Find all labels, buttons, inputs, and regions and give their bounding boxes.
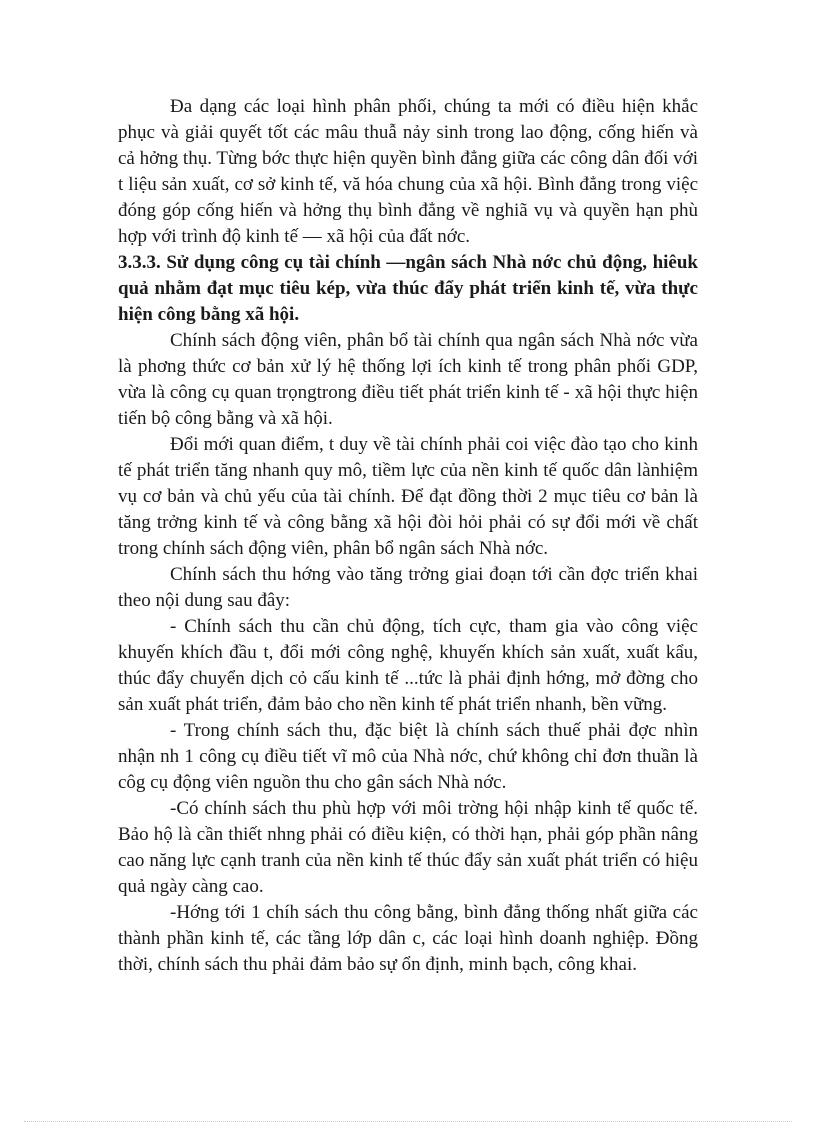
paragraph-tax-policy: - Trong chính sách thu, đặc biệt là chính sách thuế phải đợc nhìn nhận nh 1 công cụ điều tiết vĩ mô của Nhà nớc, chứ không chỉ đơn thuần là côg cụ động viên nguồn thu cho gân sách Nhà nớc. [118,720,698,793]
paragraph-fair-revenue: -Hớng tới 1 chíh sách thu công bằng, bình đẳng thống nhất giữa các thành phần kinh tế, các tầng lớp dân c, các loại hình doanh nghiệp. Đồng thời, chính sách thu phải đảm bảo sự ổn định, minh bạch, công khai. [118,902,698,975]
document-page [118,94,698,978]
paragraph-distribution-forms: Đa dạng các loại hình phân phối, chúng ta mới có điều hiện khắc phục và giải quyết tốt các mâu thuẫ nảy sinh trong lao động, cống hiến và cả hởng thụ. Từng bớc thực hiện quyền bình đẳng giữa các công dân đối với t liệu sản xuất, cơ sở kinh tế, vă hóa chung của xã hội. Bình đẳng trong việc đóng góp cống hiến và hởng thụ bình đẳng về nghiã vụ và quyền hạn phù hợp với trình độ kinh tế — xã hội của đất nớc. [118,96,698,247]
paragraph-revenue-policy-intro: Chính sách thu hớng vào tăng trởng giai đoạn tới cần đợc triển khai theo nội dung sau đây: [118,564,698,611]
paragraph-budget-policy: Chính sách động viên, phân bổ tài chính qua ngân sách Nhà nớc vừa là phơng thức cơ bản xử lý hệ thống lợi ích kinh tế trong phân phối GDP, vừa là công cụ quan trọngtrong điều tiết phát triển kinh tế - xã hội thực hiện tiến bộ công bằng và xã hội. [118,330,698,429]
page-bottom-divider [24,1121,792,1122]
paragraph-integration-policy: -Có chính sách thu phù hợp với môi trờng hội nhập kinh tế quốc tế. Bảo hộ là cần thiết nhng phải có điều kiện, có thời hạn, phải góp phần nâng cao năng lực cạnh tranh của nền kinh tế thúc đẩy sản xuất phát triển có hiệu quả ngày càng cao. [118,798,698,897]
section-heading-3-3-3: 3.3.3. Sử dụng công cụ tài chính —ngân sách Nhà nớc chủ động, hiêuk quả nhằm đạt mục tiêu kép, vừa thúc đẩy phát triển kinh tế, vừa thực hiện công bằng xã hội. [118,252,698,325]
paragraph-revenue-active: - Chính sách thu cần chủ động, tích cực, tham gia vào công việc khuyến khích đầu t, đổi mới công nghệ, khuyến khích sản xuất, xuất kẩu, thúc đẩy chuyển dịch cỏ cấu kinh tế ...tức là phải định hớng, mở đờng cho sản xuất phát triển, đảm bảo cho nền kinh tế phát triển nhanh, bền vững. [118,616,698,715]
paragraph-innovation-thinking: Đổi mới quan điểm, t duy về tài chính phải coi việc đào tạo cho kinh tế phát triển tăng nhanh quy mô, tiềm lực của nền kinh tế quốc dân lànhiệm vụ cơ bản và chủ yếu của tài chính. Để đạt đồng thời 2 mục tiêu cơ bản là tăng trởng kinh tế và công bằng xã hội đòi hỏi phải có sự đổi mới về chất trong chính sách động viên, phân bổ ngân sách Nhà nớc. [118,434,698,559]
